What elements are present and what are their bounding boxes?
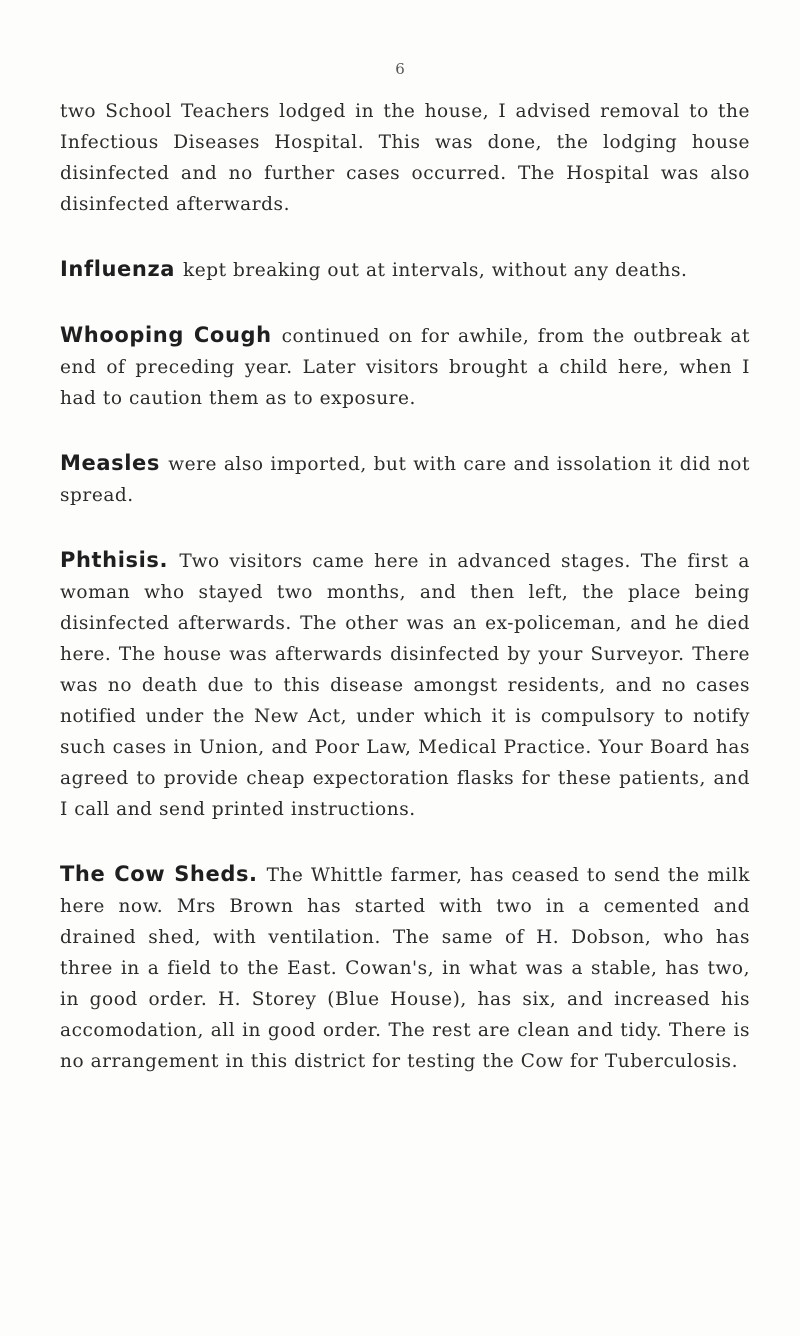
paragraph-cow-sheds [60, 859, 750, 1077]
paragraph-text: The Whittle farmer, has ceased to send the milk here now. Mrs Brown has started with two in a cemented and drained shed, with ventilation. The same of H. Dobson, who has three in a field to the East. Cowan's, in what was a stable, has two, in good order. H. Storey (Blue House), has six, and increased his accomodation, all in good order. The rest are clean and tidy. There is no arrangement in this district for testing the Cow for Tuberculosis. [60, 865, 750, 1072]
paragraph-text: two School Teachers lodged in the house, I advised removal to the Infectious Diseases Hospital. This was done, the lodging house disinfected and no further cases occurred. The Hospital was also disinfected afterwards. [60, 101, 750, 215]
paragraph-text: continued on for awhile, from the outbreak at end of preceding year. Later visitors brought a child here, when I had to caution them as to exposure. [60, 326, 750, 409]
paragraph-influenza [60, 254, 750, 286]
paragraph-continuation [60, 96, 750, 220]
section-heading-cow-sheds: The Cow Sheds. [60, 862, 267, 886]
section-heading-whooping-cough: Whooping Cough [60, 323, 282, 347]
paragraph-text: were also imported, but with care and issolation it did not spread. [60, 454, 750, 506]
section-heading-phthisis: Phthisis. [60, 548, 180, 572]
section-heading-measles: Measles [60, 451, 169, 475]
paragraph-text: kept breaking out at intervals, without any deaths. [182, 260, 688, 281]
page-number: 6 [395, 60, 405, 78]
paragraph-phthisis [60, 545, 750, 825]
section-heading-influenza: Influenza [60, 257, 183, 281]
paragraph-whooping-cough [60, 320, 750, 414]
paragraph-text: Two visitors came here in advanced stages. The first a woman who stayed two months, and then left, the place being disinfected afterwards. The other was an ex-policeman, and he died here. The house was afterwards disinfected by your Surveyor. There was no death due to this disease amongst residents, and no cases notified under the New Act, under which it is compulsory to notify such cases in Union, and Poor Law, Medical Practice. Your Board has agreed to provide cheap expectoration flasks for these patients, and I call and send printed instructions. [60, 551, 750, 820]
paragraph-measles [60, 448, 750, 511]
document-body [60, 96, 750, 1111]
